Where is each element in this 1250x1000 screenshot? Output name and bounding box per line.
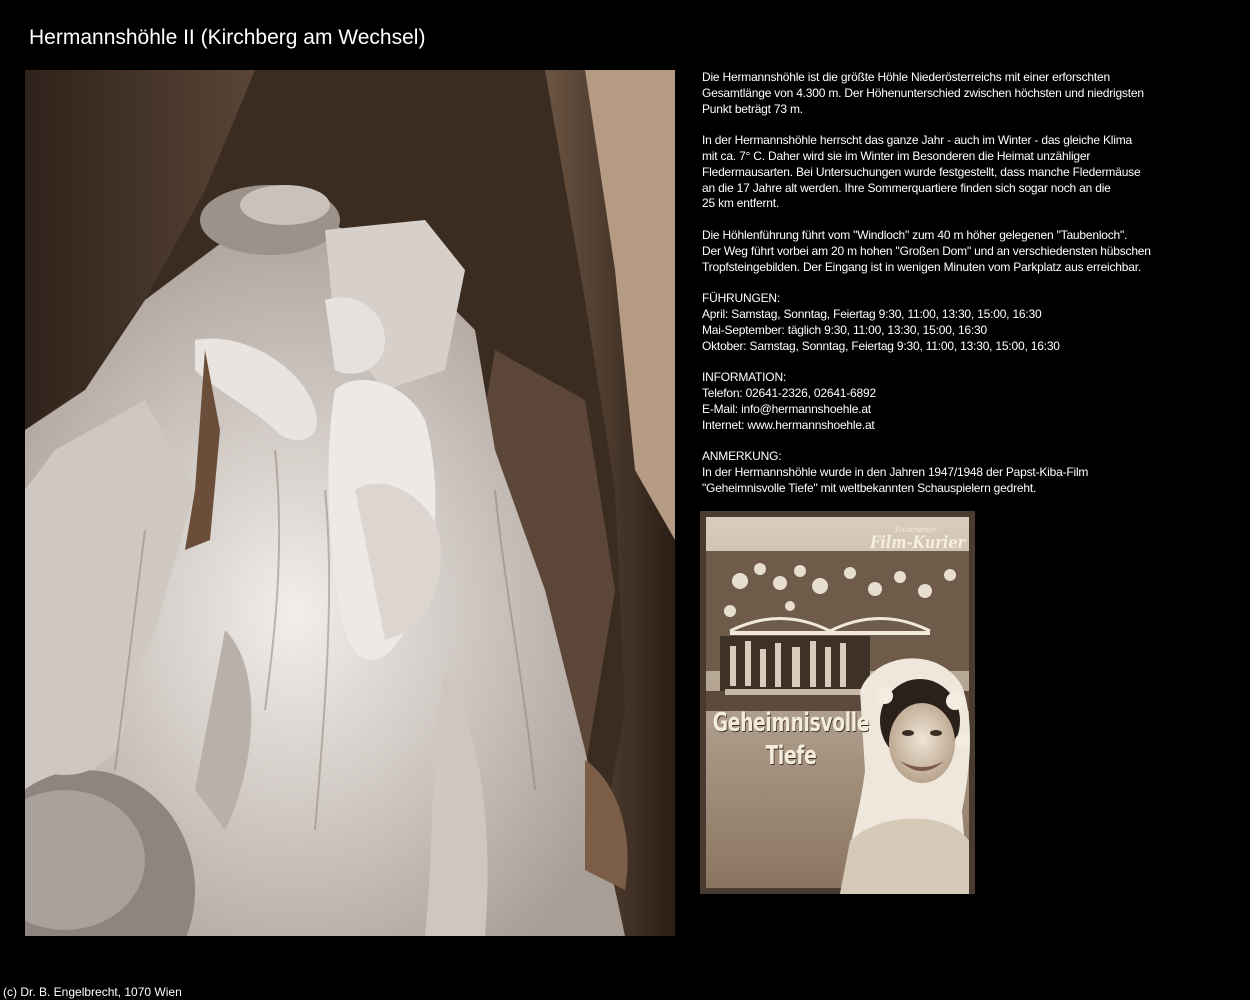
- tour-times-paragraph: FÜHRUNGEN: April: Samstag, Sonntag, Feiertag 9:30, 11:00, 13:30, 15:00, 16:30 Mai-September: täglich 9:30, 11:00, 13:30, 15:00, 16:30 Oktober: Samstag, Sonntag, Feiertag 9:30, 11:00, 13:30, 15:00, 16:30: [702, 291, 1060, 353]
- note-paragraph: ANMERKUNG: In der Hermannshöhle wurde in den Jahren 1947/1948 der Papst-Kiba-Film "Geheimnisvolle Tiefe" mit weltbekannten Schauspielern gedreht.: [702, 449, 1089, 495]
- copyright-notice: (c) Dr. B. Engelbrecht, 1070 Wien: [3, 985, 182, 999]
- poster-brand-small: Illustrierter: [895, 526, 937, 534]
- film-poster-image: [700, 511, 975, 894]
- cave-stalactite-photo: [25, 70, 675, 936]
- poster-brand: Film-Kurier: [870, 533, 966, 553]
- climate-paragraph: In der Hermannshöhle herrscht das ganze Jahr - auch im Winter - das gleiche Klima mit ca. 7° C. Daher wird sie im Winter im Besonderen die Heimat unzähliger Fledermausarten. Bei Untersuchungen wurde festgestellt, dass manche Fledermäuse an die 17 Jahre alt werden. Ihre Sommerquartiere finden sich sogar noch an die 25 km entfernt.: [702, 133, 1141, 211]
- contact-paragraph: INFORMATION: Telefon: 02641-2326, 02641-6892 E-Mail: info@hermannshoehle.at Internet: www.hermannshoehle.at: [702, 370, 876, 432]
- intro-paragraph: Die Hermannshöhle ist die größte Höhle Niederösterreichs mit einer erforschten Gesamtlänge von 4.300 m. Der Höhenunterschied zwischen höchsten und niedrigsten Punkt beträgt 73 m.: [702, 70, 1144, 116]
- tour-paragraph: Die Höhlenführung führt vom "Windloch" zum 40 m höher gelegenen "Taubenloch". Der Weg führt vorbei am 20 m hohen "Großen Dom" und an verschiedensten hübschen Tropfsteingebilden. Der Eingang ist in wenigen Minuten vom Parkplatz aus erreichbar.: [702, 227, 1151, 274]
- poster-title: Geheimnisvolle Tiefe: [712, 708, 870, 771]
- description-text: [702, 70, 1202, 512]
- page-title: Hermannshöhle II (Kirchberg am Wechsel): [29, 26, 426, 49]
